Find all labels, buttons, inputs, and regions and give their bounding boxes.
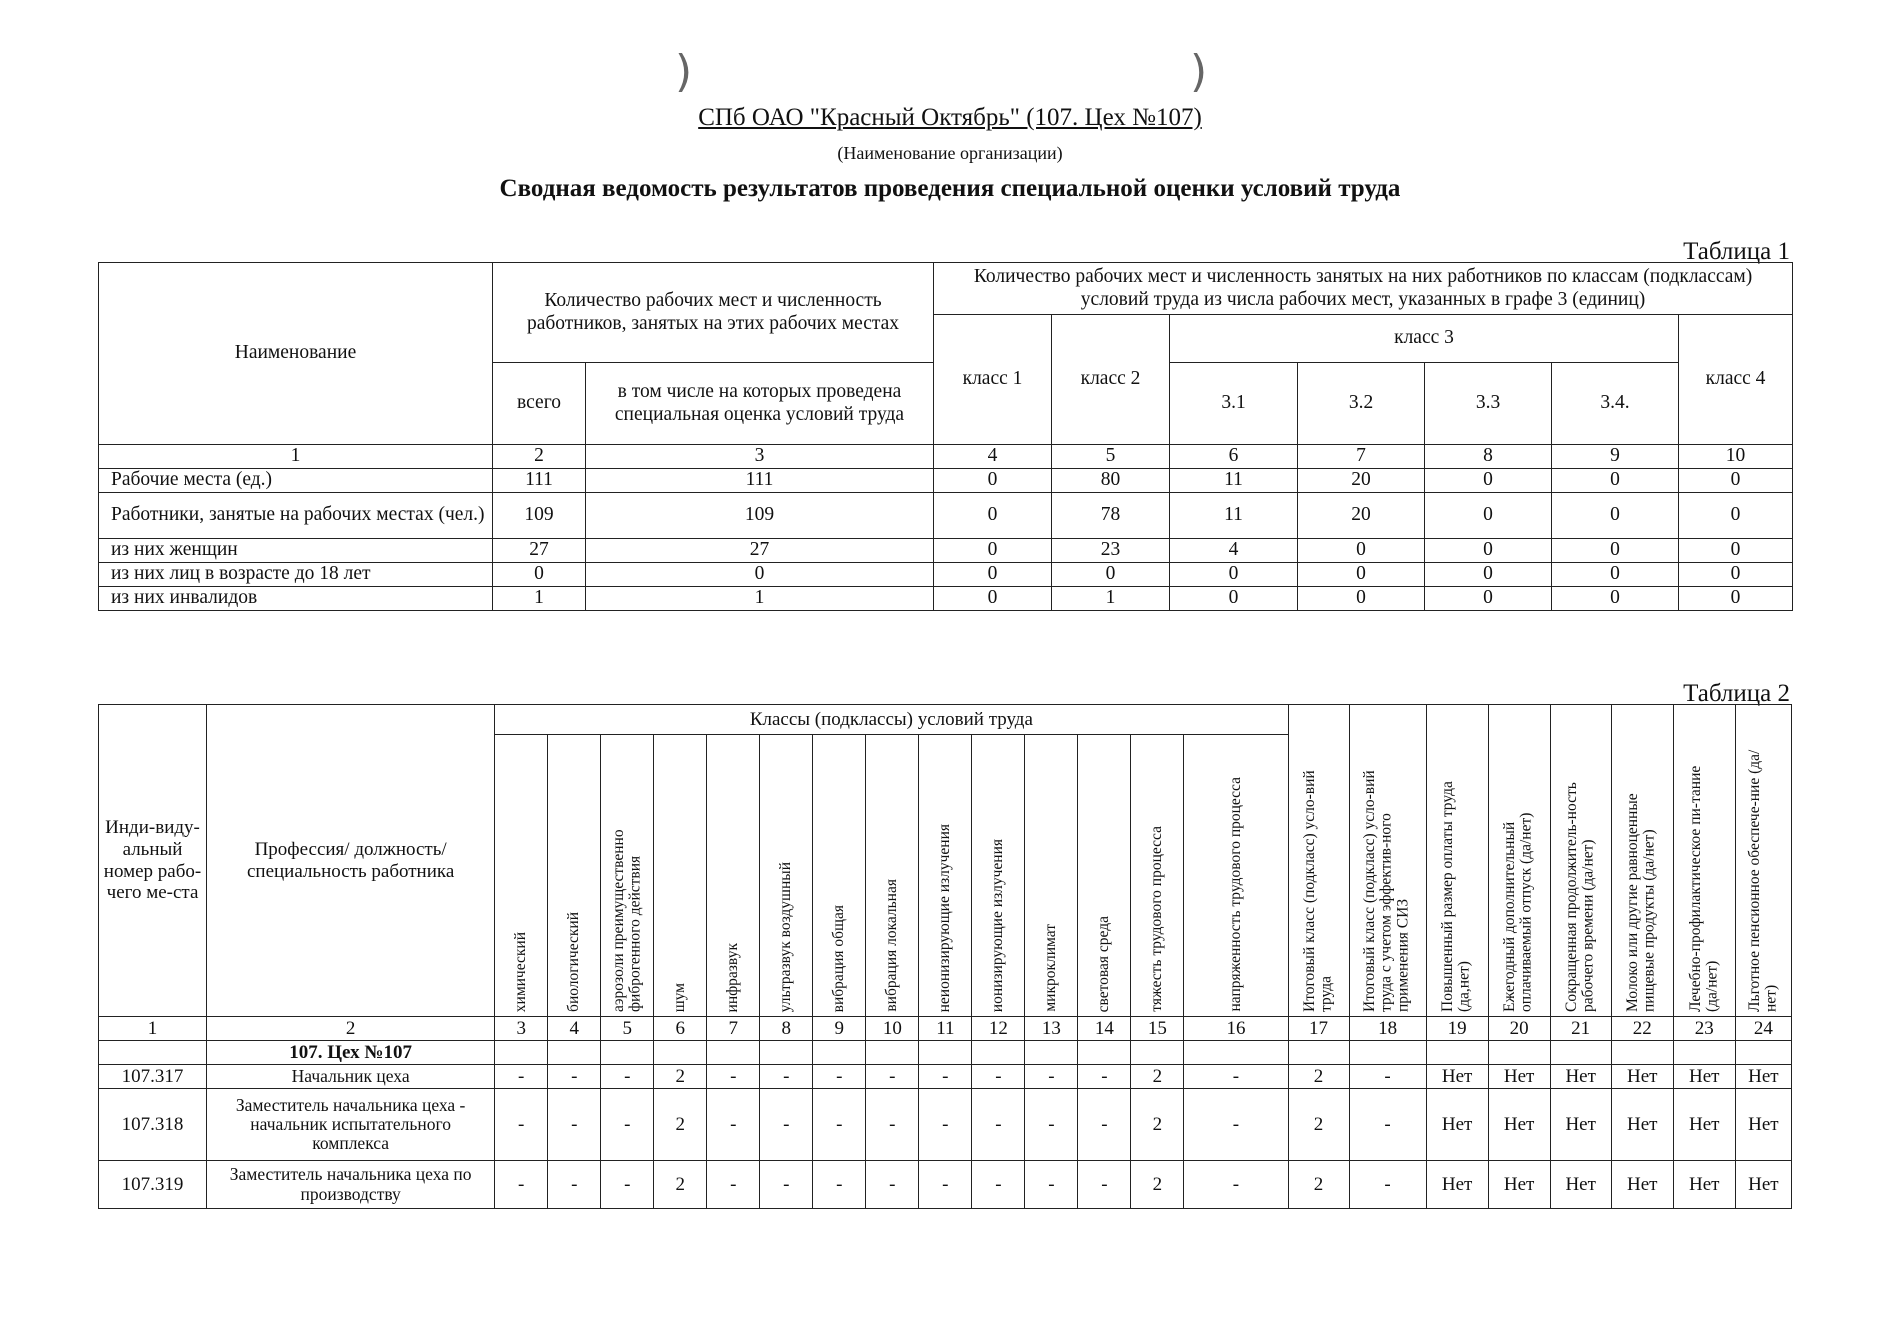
column-number: 18 xyxy=(1349,1017,1426,1041)
col-header-therapeutic-food: Лечебно-профилактическое пи-тание (да/нет) xyxy=(1673,705,1735,1017)
row-label: из них женщин xyxy=(99,539,493,563)
punch-hole-mark-right: ) xyxy=(1190,46,1208,97)
column-number: 2 xyxy=(207,1017,495,1041)
table-cell: - xyxy=(495,1089,548,1161)
table-cell: Нет xyxy=(1735,1161,1791,1209)
table-cell: - xyxy=(813,1089,866,1161)
table-cell: 0 xyxy=(1298,563,1425,587)
table-cell: - xyxy=(1078,1089,1131,1161)
table-cell: 23 xyxy=(1052,539,1170,563)
col-header-lighting: световая среда xyxy=(1078,735,1131,1017)
table-row xyxy=(99,587,1793,611)
empty-cell xyxy=(866,1041,919,1065)
col-header-sub-3-1: 3.1 xyxy=(1170,363,1298,445)
col-header-reduced-hours: Сокращенная продолжитель-ность рабочего времени (да/нет) xyxy=(1550,705,1611,1017)
column-number: 10 xyxy=(1679,445,1793,469)
col-header-assessed: в том числе на которых проведена специальная оценка условий труда xyxy=(586,363,934,445)
table-cell: - xyxy=(1025,1089,1078,1161)
table-cell: 109 xyxy=(586,493,934,539)
table-cell: 0 xyxy=(1052,563,1170,587)
punch-hole-mark-left: ) xyxy=(675,46,693,97)
table-cell: 2 xyxy=(1131,1089,1184,1161)
table1-label: Таблица 1 xyxy=(1683,238,1790,265)
table-cell: 2 xyxy=(654,1065,707,1089)
column-number: 2 xyxy=(493,445,586,469)
table-cell: - xyxy=(1349,1065,1426,1089)
table-cell: 0 xyxy=(1298,587,1425,611)
empty-cell xyxy=(1673,1041,1735,1065)
table-cell: - xyxy=(760,1161,813,1209)
table-cell: 0 xyxy=(934,563,1052,587)
column-number-row xyxy=(99,445,1793,469)
table-cell: - xyxy=(1078,1161,1131,1209)
column-number: 3 xyxy=(495,1017,548,1041)
table-cell: 27 xyxy=(586,539,934,563)
col-header-work-severity: тяжесть трудового процесса xyxy=(1131,735,1184,1017)
table-cell: 2 xyxy=(1288,1065,1349,1089)
table-cell: Нет xyxy=(1488,1065,1550,1089)
table-cell: 20 xyxy=(1298,493,1425,539)
column-number: 9 xyxy=(1552,445,1679,469)
table-cell: Нет xyxy=(1611,1161,1673,1209)
table-cell: - xyxy=(707,1065,760,1089)
table-cell: - xyxy=(1184,1065,1288,1089)
table-cell: - xyxy=(1349,1161,1426,1209)
column-number: 9 xyxy=(813,1017,866,1041)
col-header-workplaces-group: Количество рабочих мест и численность работников, занятых на этих рабочих местах xyxy=(493,263,934,363)
table2-label: Таблица 2 xyxy=(1683,680,1790,707)
empty-cell xyxy=(548,1041,601,1065)
empty-cell xyxy=(601,1041,654,1065)
profession-name: Начальник цеха xyxy=(207,1065,495,1089)
table-cell: 1 xyxy=(493,587,586,611)
col-header-total: всего xyxy=(493,363,586,445)
table-cell: - xyxy=(919,1161,972,1209)
empty-cell xyxy=(813,1041,866,1065)
empty-cell xyxy=(1735,1041,1791,1065)
table-row xyxy=(99,563,1793,587)
table-cell: - xyxy=(707,1161,760,1209)
table-cell: Нет xyxy=(1550,1161,1611,1209)
column-number: 6 xyxy=(654,1017,707,1041)
table-row xyxy=(99,1161,1792,1209)
table-cell: - xyxy=(1184,1089,1288,1161)
col-header-sub-3-3: 3.3 xyxy=(1425,363,1552,445)
col-header-aerosols: аэрозоли преимущественно фиброгенного действия xyxy=(601,735,654,1017)
table-cell: - xyxy=(548,1161,601,1209)
empty-cell xyxy=(1550,1041,1611,1065)
table-row xyxy=(99,1065,1792,1089)
empty-cell xyxy=(495,1041,548,1065)
column-number: 5 xyxy=(1052,445,1170,469)
table-cell: - xyxy=(919,1089,972,1161)
table-cell: 0 xyxy=(934,493,1052,539)
col-header-vibration-local: вибрация локальная xyxy=(866,735,919,1017)
table-cell: Нет xyxy=(1550,1065,1611,1089)
table-cell: Нет xyxy=(1673,1089,1735,1161)
col-header-ionizing: ионизирующие излучения xyxy=(972,735,1025,1017)
empty-cell xyxy=(1025,1041,1078,1065)
col-header-infrasound: инфразвук xyxy=(707,735,760,1017)
column-number: 1 xyxy=(99,1017,207,1041)
col-header-microclimate: микроклимат xyxy=(1025,735,1078,1017)
col-header-pension: Льготное пенсионное обеспече-ние (да/нет) xyxy=(1735,705,1791,1017)
table-cell: Нет xyxy=(1735,1089,1791,1161)
table-cell: 0 xyxy=(1679,539,1793,563)
organization-name: СПб ОАО "Красный Октябрь" (107. Цех №107) xyxy=(698,104,1202,131)
table-cell: 0 xyxy=(493,563,586,587)
table-cell: - xyxy=(919,1065,972,1089)
table-cell: 11 xyxy=(1170,493,1298,539)
table-cell: - xyxy=(813,1065,866,1089)
col-header-classes-group: Классы (подклассы) условий труда xyxy=(495,705,1288,735)
column-number: 10 xyxy=(866,1017,919,1041)
empty-cell xyxy=(1288,1041,1349,1065)
col-header-classes-group: Количество рабочих мест и численность занятых на них работников по классам (подклассам) условий труда из числа рабочих мест, указанных в графе 3 (единиц) xyxy=(934,263,1793,315)
column-number: 14 xyxy=(1078,1017,1131,1041)
table-cell: - xyxy=(972,1089,1025,1161)
profession-name: Заместитель начальника цеха по производству xyxy=(207,1161,495,1209)
column-number: 7 xyxy=(1298,445,1425,469)
table-cell: 1 xyxy=(1052,587,1170,611)
table-cell: - xyxy=(866,1089,919,1161)
column-number: 3 xyxy=(586,445,934,469)
document-title: Сводная ведомость результатов проведения специальной оценки условий труда xyxy=(499,175,1401,202)
workplace-id: 107.319 xyxy=(99,1161,207,1209)
table-cell: 111 xyxy=(493,469,586,493)
section-title: 107. Цех №107 xyxy=(207,1041,495,1065)
column-number: 11 xyxy=(919,1017,972,1041)
table-cell: Нет xyxy=(1488,1089,1550,1161)
col-header-name: Наименование xyxy=(99,263,493,445)
table-cell: - xyxy=(972,1161,1025,1209)
table-cell: - xyxy=(813,1161,866,1209)
col-header-ultrasound: ультразвук воздушный xyxy=(760,735,813,1017)
table-cell: - xyxy=(1184,1161,1288,1209)
table-row xyxy=(99,493,1793,539)
table-cell: 0 xyxy=(1425,563,1552,587)
table-cell: Нет xyxy=(1426,1065,1488,1089)
column-number: 24 xyxy=(1735,1017,1791,1041)
col-header-chemical: химический xyxy=(495,735,548,1017)
table-cell: 2 xyxy=(1131,1161,1184,1209)
col-header-final-class: Итоговый класс (подкласс) усло-вий труда xyxy=(1288,705,1349,1017)
empty-cell xyxy=(1611,1041,1673,1065)
column-number: 4 xyxy=(934,445,1052,469)
table-cell: 2 xyxy=(1288,1161,1349,1209)
col-header-class2: класс 2 xyxy=(1052,315,1170,445)
empty-cell xyxy=(99,1041,207,1065)
empty-cell xyxy=(654,1041,707,1065)
table-cell: Нет xyxy=(1673,1161,1735,1209)
table-cell: - xyxy=(1078,1065,1131,1089)
column-number: 15 xyxy=(1131,1017,1184,1041)
table-cell: Нет xyxy=(1735,1065,1791,1089)
table-cell: - xyxy=(601,1161,654,1209)
column-number: 4 xyxy=(548,1017,601,1041)
workplaces-table xyxy=(98,704,1792,1209)
col-header-vibration-general: вибрация общая xyxy=(813,735,866,1017)
table-cell: Нет xyxy=(1426,1089,1488,1161)
table-cell: 78 xyxy=(1052,493,1170,539)
table-cell: - xyxy=(548,1065,601,1089)
empty-cell xyxy=(1426,1041,1488,1065)
workplace-id: 107.317 xyxy=(99,1065,207,1089)
table-cell: 2 xyxy=(1288,1089,1349,1161)
table-cell: 2 xyxy=(654,1161,707,1209)
column-number: 19 xyxy=(1426,1017,1488,1041)
table-cell: - xyxy=(601,1065,654,1089)
table-cell: 0 xyxy=(934,539,1052,563)
summary-table xyxy=(98,262,1793,611)
col-header-workplace-id: Инди-виду-альный номер рабо-чего ме-ста xyxy=(99,705,207,1017)
table-cell: - xyxy=(601,1089,654,1161)
table-cell: 27 xyxy=(493,539,586,563)
table-cell: 4 xyxy=(1170,539,1298,563)
table-cell: - xyxy=(1349,1089,1426,1161)
table-cell: - xyxy=(866,1161,919,1209)
table-cell: - xyxy=(548,1089,601,1161)
table-cell: 11 xyxy=(1170,469,1298,493)
empty-cell xyxy=(1078,1041,1131,1065)
row-label: из них инвалидов xyxy=(99,587,493,611)
table-cell: 0 xyxy=(1552,563,1679,587)
table-cell: 0 xyxy=(1552,587,1679,611)
column-number-row xyxy=(99,1017,1792,1041)
empty-cell xyxy=(707,1041,760,1065)
col-header-increased-pay: Повышенный размер оплаты труда (да,нет) xyxy=(1426,705,1488,1017)
column-number: 8 xyxy=(760,1017,813,1041)
table-cell: 0 xyxy=(1679,493,1793,539)
column-number: 7 xyxy=(707,1017,760,1041)
table-cell: 1 xyxy=(586,587,934,611)
column-number: 20 xyxy=(1488,1017,1550,1041)
empty-cell xyxy=(972,1041,1025,1065)
col-header-final-class-ppe: Итоговый класс (подкласс) усло-вий труда с учетом эффектив-ного применения СИЗ xyxy=(1349,705,1426,1017)
column-number: 6 xyxy=(1170,445,1298,469)
table-cell: Нет xyxy=(1550,1089,1611,1161)
empty-cell xyxy=(1488,1041,1550,1065)
table-cell: - xyxy=(760,1065,813,1089)
table-cell: 2 xyxy=(654,1089,707,1161)
table-cell: Нет xyxy=(1488,1161,1550,1209)
col-header-milk: Молоко или другие равноценные пищевые продукты (да/нет) xyxy=(1611,705,1673,1017)
table-cell: Нет xyxy=(1426,1161,1488,1209)
table-cell: Нет xyxy=(1611,1089,1673,1161)
column-number: 5 xyxy=(601,1017,654,1041)
table-cell: 0 xyxy=(934,587,1052,611)
col-header-work-intensity: напряженность трудового процесса xyxy=(1184,735,1288,1017)
column-number: 16 xyxy=(1184,1017,1288,1041)
workplace-id: 107.318 xyxy=(99,1089,207,1161)
column-number: 17 xyxy=(1288,1017,1349,1041)
column-number: 23 xyxy=(1673,1017,1735,1041)
column-number: 21 xyxy=(1550,1017,1611,1041)
col-header-biological: биологический xyxy=(548,735,601,1017)
table-cell: - xyxy=(866,1065,919,1089)
col-header-sub-3-2: 3.2 xyxy=(1298,363,1425,445)
table-cell: - xyxy=(972,1065,1025,1089)
table-cell: - xyxy=(1025,1065,1078,1089)
table-cell: 0 xyxy=(1425,493,1552,539)
table-cell: 0 xyxy=(1298,539,1425,563)
profession-name: Заместитель начальника цеха - начальник испытательного комплекса xyxy=(207,1089,495,1161)
table-row xyxy=(99,1089,1792,1161)
column-number: 22 xyxy=(1611,1017,1673,1041)
table-cell: 0 xyxy=(1170,587,1298,611)
table-cell: Нет xyxy=(1673,1065,1735,1089)
table-cell: - xyxy=(707,1089,760,1161)
organization-caption: (Наименование организации) xyxy=(837,143,1063,163)
col-header-profession: Профессия/ должность/ специальность работника xyxy=(207,705,495,1017)
col-header-class3: класс 3 xyxy=(1170,315,1679,363)
table-cell: 0 xyxy=(1425,587,1552,611)
column-number: 8 xyxy=(1425,445,1552,469)
col-header-class1: класс 1 xyxy=(934,315,1052,445)
column-number: 12 xyxy=(972,1017,1025,1041)
table-cell: 0 xyxy=(1552,493,1679,539)
table-cell: 109 xyxy=(493,493,586,539)
col-header-class4: класс 4 xyxy=(1679,315,1793,445)
empty-cell xyxy=(760,1041,813,1065)
empty-cell xyxy=(1131,1041,1184,1065)
table-cell: 0 xyxy=(1679,469,1793,493)
row-label: Рабочие места (ед.) xyxy=(99,469,493,493)
table-cell: 0 xyxy=(1170,563,1298,587)
table-cell: 0 xyxy=(934,469,1052,493)
table-cell: 0 xyxy=(1552,469,1679,493)
table-cell: 2 xyxy=(1131,1065,1184,1089)
row-label: Работники, занятые на рабочих местах (чел.) xyxy=(99,493,493,539)
table-cell: 80 xyxy=(1052,469,1170,493)
table-cell: - xyxy=(1025,1161,1078,1209)
table-cell: - xyxy=(495,1161,548,1209)
table-cell: - xyxy=(495,1065,548,1089)
column-number: 1 xyxy=(99,445,493,469)
row-label: из них лиц в возрасте до 18 лет xyxy=(99,563,493,587)
section-row xyxy=(99,1041,1792,1065)
empty-cell xyxy=(1184,1041,1288,1065)
column-number: 13 xyxy=(1025,1017,1078,1041)
table-cell: 0 xyxy=(1679,587,1793,611)
col-header-noise: шум xyxy=(654,735,707,1017)
table-cell: 0 xyxy=(1552,539,1679,563)
table-cell: 0 xyxy=(1679,563,1793,587)
col-header-non-ionizing: неионизирующие излучения xyxy=(919,735,972,1017)
col-header-extra-leave: Ежегодный дополнительный оплачиваемый отпуск (да/нет) xyxy=(1488,705,1550,1017)
table-cell: 0 xyxy=(1425,469,1552,493)
table-cell: 0 xyxy=(1425,539,1552,563)
table-row xyxy=(99,469,1793,493)
table-cell: - xyxy=(760,1089,813,1161)
table-cell: 111 xyxy=(586,469,934,493)
table-row xyxy=(99,539,1793,563)
empty-cell xyxy=(919,1041,972,1065)
table-cell: 20 xyxy=(1298,469,1425,493)
empty-cell xyxy=(1349,1041,1426,1065)
col-header-sub-3-4: 3.4. xyxy=(1552,363,1679,445)
table-cell: Нет xyxy=(1611,1065,1673,1089)
table-cell: 0 xyxy=(586,563,934,587)
